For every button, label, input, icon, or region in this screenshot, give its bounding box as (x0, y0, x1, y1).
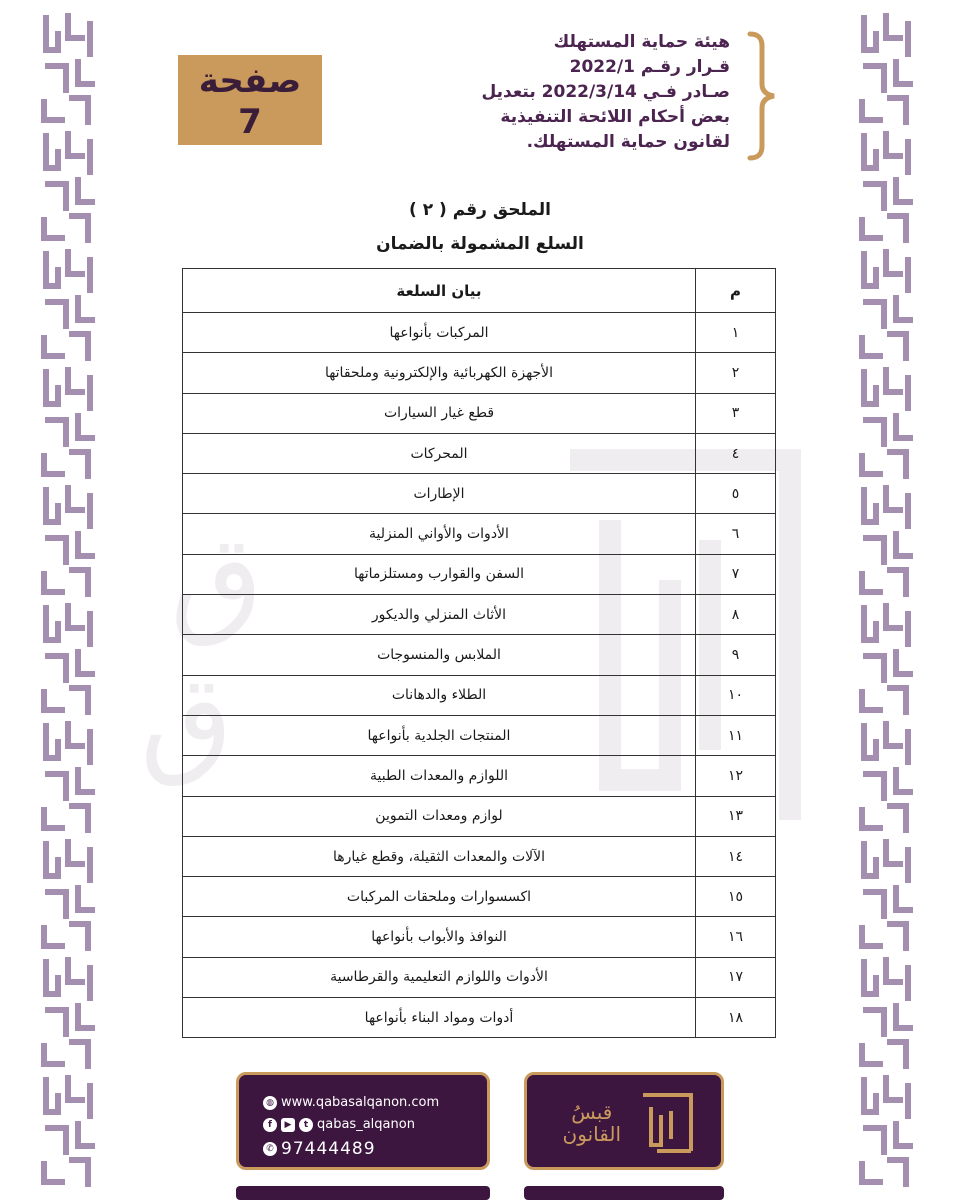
decision-header (410, 30, 730, 155)
column-header-number: م (696, 269, 776, 313)
row-item: الأدوات والأواني المنزلية (183, 514, 696, 554)
page-label: صفحة (198, 61, 302, 101)
table-header-row (183, 269, 776, 313)
row-item: الطلاء والدهانات (183, 675, 696, 715)
scales-logo-icon (637, 1089, 697, 1155)
row-number: ١٧ (696, 957, 776, 997)
website-link[interactable]: www.qabasalqanon.com (281, 1095, 440, 1110)
row-number: ٣ (696, 393, 776, 433)
next-page-strip (236, 1184, 724, 1200)
table-row (183, 675, 776, 715)
header-line: بعض أحكام اللائحة التنفيذية (500, 107, 730, 127)
row-item: لوازم ومعدات التموين (183, 796, 696, 836)
table-row (183, 957, 776, 997)
svg-text:ق: ق (170, 510, 264, 649)
column-header-item: بيان السلعة (183, 269, 696, 313)
goods-table (182, 268, 776, 1038)
row-number: ٥ (696, 474, 776, 514)
page-number: 7 (238, 102, 262, 142)
row-number: ١٥ (696, 877, 776, 917)
table-row (183, 313, 776, 353)
row-item: قطع غيار السيارات (183, 393, 696, 433)
table-row (183, 877, 776, 917)
row-item: السفن والقوارب ومستلزماتها (183, 554, 696, 594)
table-row (183, 836, 776, 876)
phone-icon: ✆ (263, 1142, 277, 1156)
row-item: الأجهزة الكهربائية والإلكترونية وملحقاتها (183, 353, 696, 393)
table-row (183, 635, 776, 675)
row-item: الملابس والمنسوجات (183, 635, 696, 675)
row-item: اكسسوارات وملحقات المركبات (183, 877, 696, 917)
svg-text:ق: ق (140, 650, 234, 789)
table-row (183, 756, 776, 796)
page-number-badge (178, 55, 322, 145)
table-row (183, 514, 776, 554)
row-item: النوافذ والأبواب بأنواعها (183, 917, 696, 957)
twitter-icon[interactable]: t (299, 1118, 313, 1132)
header-line: صـادر فـي 2022/3/14 بتعديل (481, 82, 730, 102)
row-number: ٦ (696, 514, 776, 554)
phone-number[interactable]: 97444489 (281, 1139, 376, 1159)
row-item: الآلات والمعدات الثقيلة، وقطع غيارها (183, 836, 696, 876)
header-line: هيئة حماية المستهلك (553, 32, 730, 52)
header-line: لقانون حماية المستهلك. (526, 132, 730, 152)
brand-name-line2: القانون (562, 1122, 621, 1146)
phone-line (263, 1139, 376, 1159)
row-item: المنتجات الجلدية بأنواعها (183, 715, 696, 755)
row-number: ٧ (696, 554, 776, 594)
table-row (183, 998, 776, 1038)
header-brace (740, 30, 780, 162)
contact-card (236, 1072, 490, 1170)
row-item: اللوازم والمعدات الطبية (183, 756, 696, 796)
youtube-icon[interactable]: ▶ (281, 1118, 295, 1132)
right-ornament-border (856, 10, 916, 1190)
facebook-icon[interactable]: f (263, 1118, 277, 1132)
row-number: ١٠ (696, 675, 776, 715)
brand-name (563, 1101, 621, 1145)
social-line (263, 1117, 415, 1132)
row-number: ٢ (696, 353, 776, 393)
row-number: ١٤ (696, 836, 776, 876)
table-row (183, 353, 776, 393)
right-ornament-pattern (856, 10, 916, 1190)
row-number: ١١ (696, 715, 776, 755)
brand-name-line1: قبسُ (571, 1100, 613, 1124)
row-number: ١٢ (696, 756, 776, 796)
left-ornament-border (38, 10, 98, 1190)
table-row (183, 474, 776, 514)
table-row (183, 554, 776, 594)
table-row (183, 433, 776, 473)
table-row (183, 796, 776, 836)
row-item: الأدوات واللوازم التعليمية والقرطاسية (183, 957, 696, 997)
left-ornament-pattern (38, 10, 98, 1190)
annex-subtitle: السلع المشمولة بالضمان (376, 234, 584, 254)
social-handle: qabas_alqanon (317, 1117, 415, 1132)
row-number: ١ (696, 313, 776, 353)
row-item: الأثاث المنزلي والديكور (183, 595, 696, 635)
brand-logo-card (524, 1072, 724, 1170)
globe-icon: ◍ (263, 1096, 277, 1110)
row-number: ١٣ (696, 796, 776, 836)
row-number: ١٨ (696, 998, 776, 1038)
table-row (183, 393, 776, 433)
website-line[interactable] (263, 1095, 439, 1110)
row-number: ٩ (696, 635, 776, 675)
row-number: ٨ (696, 595, 776, 635)
row-item: الإطارات (183, 474, 696, 514)
row-number: ١٦ (696, 917, 776, 957)
row-item: أدوات ومواد البناء بأنواعها (183, 998, 696, 1038)
row-number: ٤ (696, 433, 776, 473)
row-item: المركبات بأنواعها (183, 313, 696, 353)
header-line: قـرار رقـم 2022/1 (569, 57, 730, 77)
table-row (183, 715, 776, 755)
table-row (183, 917, 776, 957)
table-row (183, 595, 776, 635)
annex-title: الملحق رقم ( ٢ ) (409, 200, 551, 220)
row-item: المحركات (183, 433, 696, 473)
